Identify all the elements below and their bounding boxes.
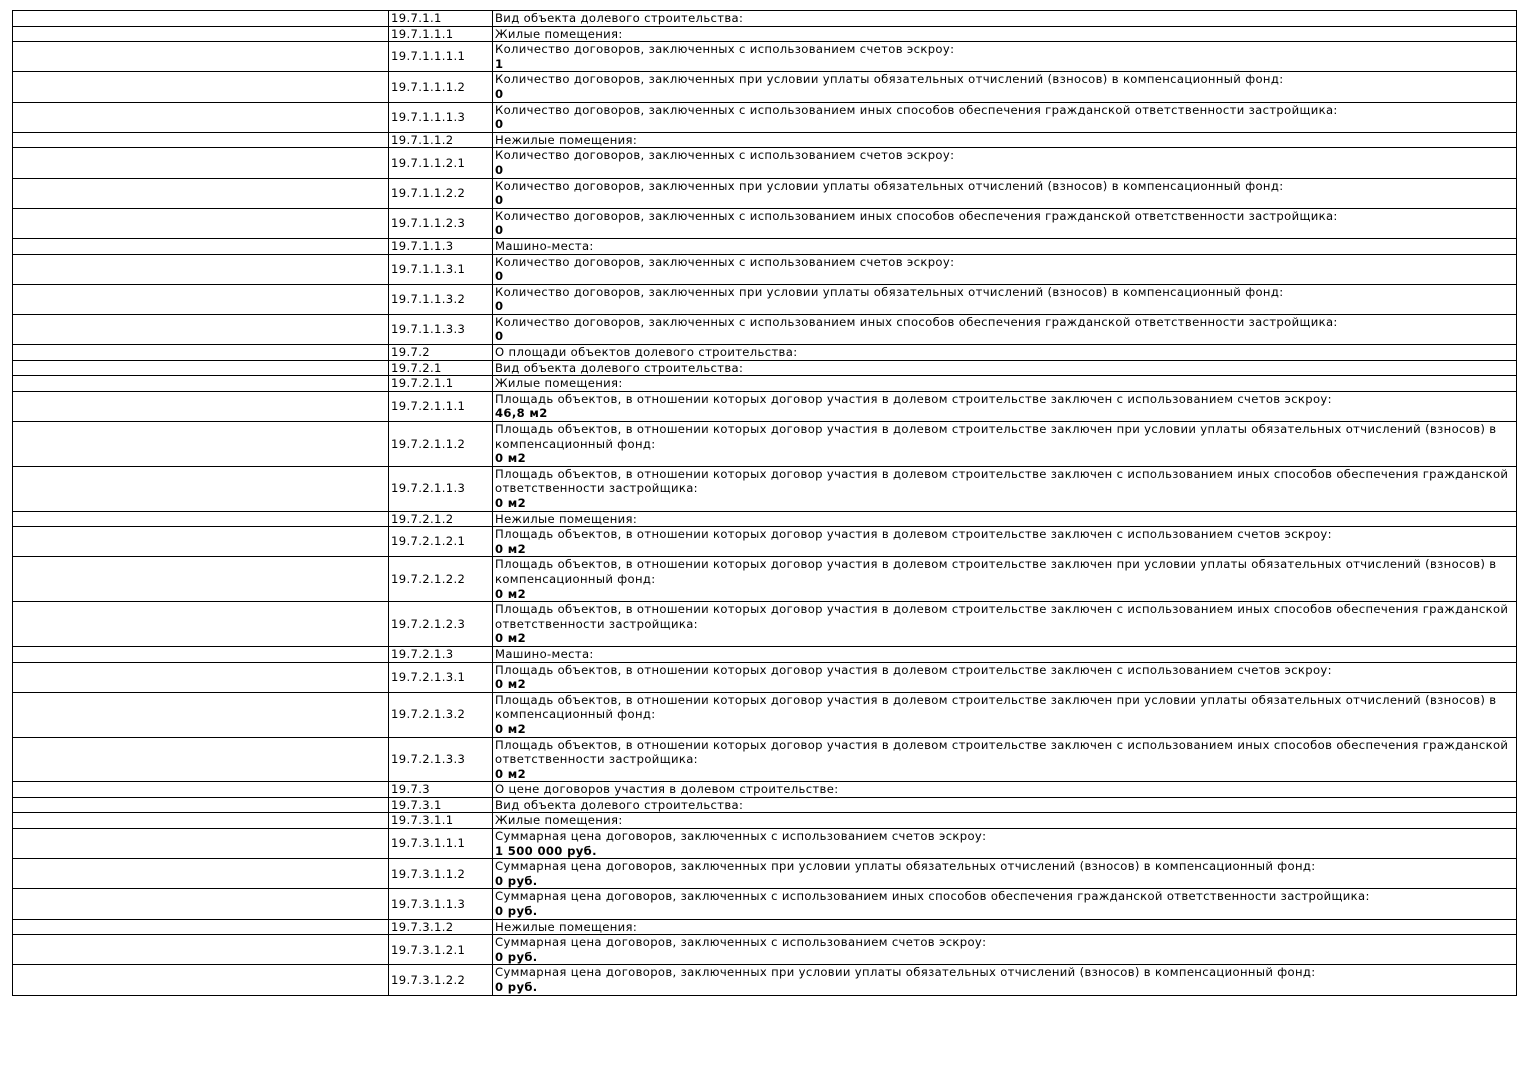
- table-row: [13, 238, 1517, 254]
- item-content: [493, 829, 1517, 859]
- table-row: [13, 422, 1517, 467]
- item-label: Количество договоров, заключенных при условии уплаты обязательных отчислений (взносов) в компенсационный фонд:: [495, 72, 1284, 87]
- item-content: [493, 238, 1517, 254]
- empty-cell: [13, 178, 389, 208]
- item-number: 19.7.1.1.3.2: [389, 284, 493, 314]
- table-row: [13, 132, 1517, 148]
- empty-cell: [13, 102, 389, 132]
- table-row: [13, 602, 1517, 647]
- item-number: 19.7.2.1.1.3: [389, 466, 493, 511]
- table-row: [13, 935, 1517, 965]
- item-value: 0: [495, 223, 504, 238]
- item-content: [493, 646, 1517, 662]
- table-row: [13, 42, 1517, 72]
- item-number: 19.7.2: [389, 345, 493, 361]
- empty-cell: [13, 42, 389, 72]
- item-content: [493, 737, 1517, 782]
- item-value: 46,8 м2: [495, 406, 548, 421]
- item-label: О площади объектов долевого строительства:: [495, 345, 798, 360]
- empty-cell: [13, 662, 389, 692]
- item-content: [493, 935, 1517, 965]
- empty-cell: [13, 692, 389, 737]
- item-content: [493, 376, 1517, 392]
- table-row: [13, 919, 1517, 935]
- table-row: [13, 646, 1517, 662]
- empty-cell: [13, 919, 389, 935]
- item-content: [493, 11, 1517, 27]
- item-label: Нежилые помещения:: [495, 132, 638, 147]
- empty-cell: [13, 782, 389, 798]
- item-value: 0 м2: [495, 631, 527, 646]
- item-number: 19.7.2.1.1.1: [389, 391, 493, 421]
- item-label: Нежилые помещения:: [495, 919, 638, 934]
- item-label: Жилые помещения:: [495, 376, 623, 391]
- item-label: Количество договоров, заключенных с использованием счетов эскроу:: [495, 148, 955, 163]
- item-content: [493, 254, 1517, 284]
- empty-cell: [13, 208, 389, 238]
- empty-cell: [13, 646, 389, 662]
- table-row: [13, 662, 1517, 692]
- empty-cell: [13, 813, 389, 829]
- item-content: [493, 208, 1517, 238]
- item-value: 0: [495, 193, 504, 208]
- item-label: Количество договоров, заключенных при условии уплаты обязательных отчислений (взносов) в компенсационный фонд:: [495, 178, 1284, 193]
- table-row: [13, 557, 1517, 602]
- item-label: Машино-места:: [495, 646, 594, 661]
- table-row: [13, 782, 1517, 798]
- item-content: [493, 422, 1517, 467]
- empty-cell: [13, 148, 389, 178]
- empty-cell: [13, 284, 389, 314]
- item-label: Площадь объектов, в отношении которых договор участия в долевом строительстве заключен при условии уплаты обязательных отчислений (взносов) в компенсационный фонд:: [495, 692, 1497, 722]
- table-row: [13, 859, 1517, 889]
- empty-cell: [13, 829, 389, 859]
- table-row: [13, 813, 1517, 829]
- empty-cell: [13, 935, 389, 965]
- item-content: [493, 360, 1517, 376]
- empty-cell: [13, 602, 389, 647]
- item-label: Вид объекта долевого строительства:: [495, 797, 744, 812]
- item-content: [493, 284, 1517, 314]
- item-number: 19.7.1.1.2.2: [389, 178, 493, 208]
- item-content: [493, 72, 1517, 102]
- item-label: Машино-места:: [495, 238, 594, 253]
- table-row: [13, 889, 1517, 919]
- item-label: О цене договоров участия в долевом строительстве:: [495, 782, 839, 797]
- item-label: Количество договоров, заключенных с использованием счетов эскроу:: [495, 42, 955, 57]
- item-value: 0 руб.: [495, 873, 538, 888]
- empty-cell: [13, 376, 389, 392]
- item-label: Суммарная цена договоров, заключенных при условии уплаты обязательных отчислений (взносов) в компенсационный фонд:: [495, 859, 1316, 874]
- empty-cell: [13, 360, 389, 376]
- item-label: Площадь объектов, в отношении которых договор участия в долевом строительстве заключен с использованием иных способов обеспечения гражданской ответственности застройщика:: [495, 466, 1509, 496]
- item-label: Площадь объектов, в отношении которых договор участия в долевом строительстве заключен при условии уплаты обязательных отчислений (взносов) в компенсационный фонд:: [495, 422, 1497, 451]
- item-content: [493, 662, 1517, 692]
- item-label: Количество договоров, заключенных с использованием иных способов обеспечения гражданской ответственности застройщика:: [495, 314, 1338, 329]
- item-number: 19.7.2.1.3.2: [389, 692, 493, 737]
- item-content: [493, 511, 1517, 527]
- item-number: 19.7.1.1.1.2: [389, 72, 493, 102]
- empty-cell: [13, 466, 389, 511]
- item-value: 0 м2: [495, 677, 527, 692]
- item-number: 19.7.3.1.2: [389, 919, 493, 935]
- table-row: [13, 284, 1517, 314]
- item-label: Количество договоров, заключенных с использованием иных способов обеспечения гражданской ответственности застройщика:: [495, 208, 1338, 223]
- item-value: 0: [495, 117, 504, 132]
- item-number: 19.7.3.1: [389, 797, 493, 813]
- item-number: 19.7.1.1.1: [389, 26, 493, 42]
- item-content: [493, 889, 1517, 919]
- item-number: 19.7.2.1.2.2: [389, 557, 493, 602]
- item-content: [493, 102, 1517, 132]
- item-number: 19.7.1.1.1.3: [389, 102, 493, 132]
- item-content: [493, 965, 1517, 995]
- table-row: [13, 11, 1517, 27]
- empty-cell: [13, 859, 389, 889]
- item-label: Суммарная цена договоров, заключенных при условии уплаты обязательных отчислений (взносов) в компенсационный фонд:: [495, 965, 1316, 980]
- empty-cell: [13, 314, 389, 344]
- item-label: Площадь объектов, в отношении которых договор участия в долевом строительстве заключен с использованием счетов эскроу:: [495, 662, 1332, 677]
- empty-cell: [13, 965, 389, 995]
- item-value: 0 м2: [495, 586, 527, 601]
- item-content: [493, 466, 1517, 511]
- empty-cell: [13, 737, 389, 782]
- item-value: 0: [495, 86, 504, 101]
- empty-cell: [13, 254, 389, 284]
- item-value: 1 500 000 руб.: [495, 843, 597, 858]
- empty-cell: [13, 422, 389, 467]
- item-value: 0 м2: [495, 766, 527, 781]
- item-label: Суммарная цена договоров, заключенных с использованием счетов эскроу:: [495, 935, 987, 950]
- item-value: 0 руб.: [495, 904, 538, 919]
- item-number: 19.7.3.1.1: [389, 813, 493, 829]
- empty-cell: [13, 11, 389, 27]
- item-value: 0 м2: [495, 451, 527, 466]
- item-value: 0: [495, 162, 504, 177]
- item-number: 19.7.2.1.2.3: [389, 602, 493, 647]
- empty-cell: [13, 557, 389, 602]
- item-label: Суммарная цена договоров, заключенных с использованием счетов эскроу:: [495, 829, 987, 844]
- item-content: [493, 132, 1517, 148]
- item-number: 19.7.1.1.2: [389, 132, 493, 148]
- empty-cell: [13, 511, 389, 527]
- item-number: 19.7.2.1: [389, 360, 493, 376]
- item-number: 19.7.3.1.1.1: [389, 829, 493, 859]
- item-number: 19.7.2.1.3: [389, 646, 493, 662]
- item-content: [493, 314, 1517, 344]
- item-number: 19.7.3.1.1.3: [389, 889, 493, 919]
- item-value: 1: [495, 56, 504, 71]
- item-number: 19.7.3.1.2.2: [389, 965, 493, 995]
- item-number: 19.7.1.1: [389, 11, 493, 27]
- table-row: [13, 829, 1517, 859]
- item-value: 0: [495, 269, 504, 284]
- item-content: [493, 692, 1517, 737]
- table-row: [13, 376, 1517, 392]
- item-content: [493, 919, 1517, 935]
- item-label: Площадь объектов, в отношении которых договор участия в долевом строительстве заключен с использованием иных способов обеспечения гражданской ответственности застройщика:: [495, 737, 1509, 767]
- empty-cell: [13, 72, 389, 102]
- item-number: 19.7.2.1.1.2: [389, 422, 493, 467]
- item-value: 0 руб.: [495, 980, 538, 994]
- item-value: 0 руб.: [495, 949, 538, 964]
- item-content: [493, 527, 1517, 557]
- item-content: [493, 26, 1517, 42]
- empty-cell: [13, 797, 389, 813]
- item-number: 19.7.1.1.1.1: [389, 42, 493, 72]
- item-label: Количество договоров, заключенных с использованием счетов эскроу:: [495, 254, 955, 269]
- table-row: [13, 26, 1517, 42]
- table-row: [13, 178, 1517, 208]
- empty-cell: [13, 345, 389, 361]
- item-number: 19.7.2.1.2: [389, 511, 493, 527]
- item-label: Площадь объектов, в отношении которых договор участия в долевом строительстве заключен с использованием иных способов обеспечения гражданской ответственности застройщика:: [495, 602, 1509, 631]
- item-content: [493, 42, 1517, 72]
- item-number: 19.7.3.1.1.2: [389, 859, 493, 889]
- document-page: [12, 10, 1517, 996]
- declaration-table-body: [13, 11, 1517, 996]
- item-number: 19.7.1.1.2.1: [389, 148, 493, 178]
- table-row: [13, 692, 1517, 737]
- empty-cell: [13, 238, 389, 254]
- item-label: Количество договоров, заключенных с использованием иных способов обеспечения гражданской ответственности застройщика:: [495, 102, 1338, 117]
- table-row: [13, 527, 1517, 557]
- table-row: [13, 102, 1517, 132]
- item-value: 0 м2: [495, 541, 527, 556]
- item-value: 0 м2: [495, 721, 527, 736]
- item-content: [493, 782, 1517, 798]
- item-content: [493, 557, 1517, 602]
- empty-cell: [13, 527, 389, 557]
- table-row: [13, 345, 1517, 361]
- item-content: [493, 797, 1517, 813]
- item-label: Жилые помещения:: [495, 26, 623, 41]
- item-label: Площадь объектов, в отношении которых договор участия в долевом строительстве заключен при условии уплаты обязательных отчислений (взносов) в компенсационный фонд:: [495, 557, 1497, 586]
- item-label: Суммарная цена договоров, заключенных с использованием иных способов обеспечения гражданской ответственности застройщика:: [495, 889, 1370, 904]
- table-row: [13, 314, 1517, 344]
- table-row: [13, 965, 1517, 995]
- item-value: 0 м2: [495, 496, 527, 510]
- item-number: 19.7.1.1.2.3: [389, 208, 493, 238]
- item-content: [493, 178, 1517, 208]
- table-row: [13, 254, 1517, 284]
- item-label: Вид объекта долевого строительства:: [495, 11, 744, 25]
- table-row: [13, 148, 1517, 178]
- empty-cell: [13, 26, 389, 42]
- item-number: 19.7.2.1.3.3: [389, 737, 493, 782]
- item-number: 19.7.2.1.3.1: [389, 662, 493, 692]
- table-row: [13, 391, 1517, 421]
- item-content: [493, 602, 1517, 647]
- table-row: [13, 72, 1517, 102]
- item-label: Площадь объектов, в отношении которых договор участия в долевом строительстве заключен с использованием счетов эскроу:: [495, 391, 1332, 406]
- item-value: 0: [495, 299, 504, 314]
- item-content: [493, 345, 1517, 361]
- item-number: 19.7.1.1.3: [389, 238, 493, 254]
- table-row: [13, 208, 1517, 238]
- table-row: [13, 360, 1517, 376]
- table-row: [13, 797, 1517, 813]
- empty-cell: [13, 391, 389, 421]
- item-content: [493, 813, 1517, 829]
- item-number: 19.7.3.1.2.1: [389, 935, 493, 965]
- item-label: Площадь объектов, в отношении которых договор участия в долевом строительстве заключен с использованием счетов эскроу:: [495, 527, 1332, 542]
- item-number: 19.7.3: [389, 782, 493, 798]
- item-number: 19.7.1.1.3.1: [389, 254, 493, 284]
- item-number: 19.7.1.1.3.3: [389, 314, 493, 344]
- item-label: Жилые помещения:: [495, 813, 623, 828]
- item-number: 19.7.2.1.2.1: [389, 527, 493, 557]
- item-number: 19.7.2.1.1: [389, 376, 493, 392]
- empty-cell: [13, 132, 389, 148]
- empty-cell: [13, 889, 389, 919]
- item-content: [493, 859, 1517, 889]
- item-content: [493, 391, 1517, 421]
- table-row: [13, 466, 1517, 511]
- item-value: 0: [495, 329, 504, 344]
- item-label: Нежилые помещения:: [495, 511, 638, 526]
- table-row: [13, 737, 1517, 782]
- table-row: [13, 511, 1517, 527]
- item-label: Вид объекта долевого строительства:: [495, 360, 744, 375]
- item-content: [493, 148, 1517, 178]
- declaration-table: [12, 10, 1517, 996]
- item-label: Количество договоров, заключенных при условии уплаты обязательных отчислений (взносов) в компенсационный фонд:: [495, 284, 1284, 299]
